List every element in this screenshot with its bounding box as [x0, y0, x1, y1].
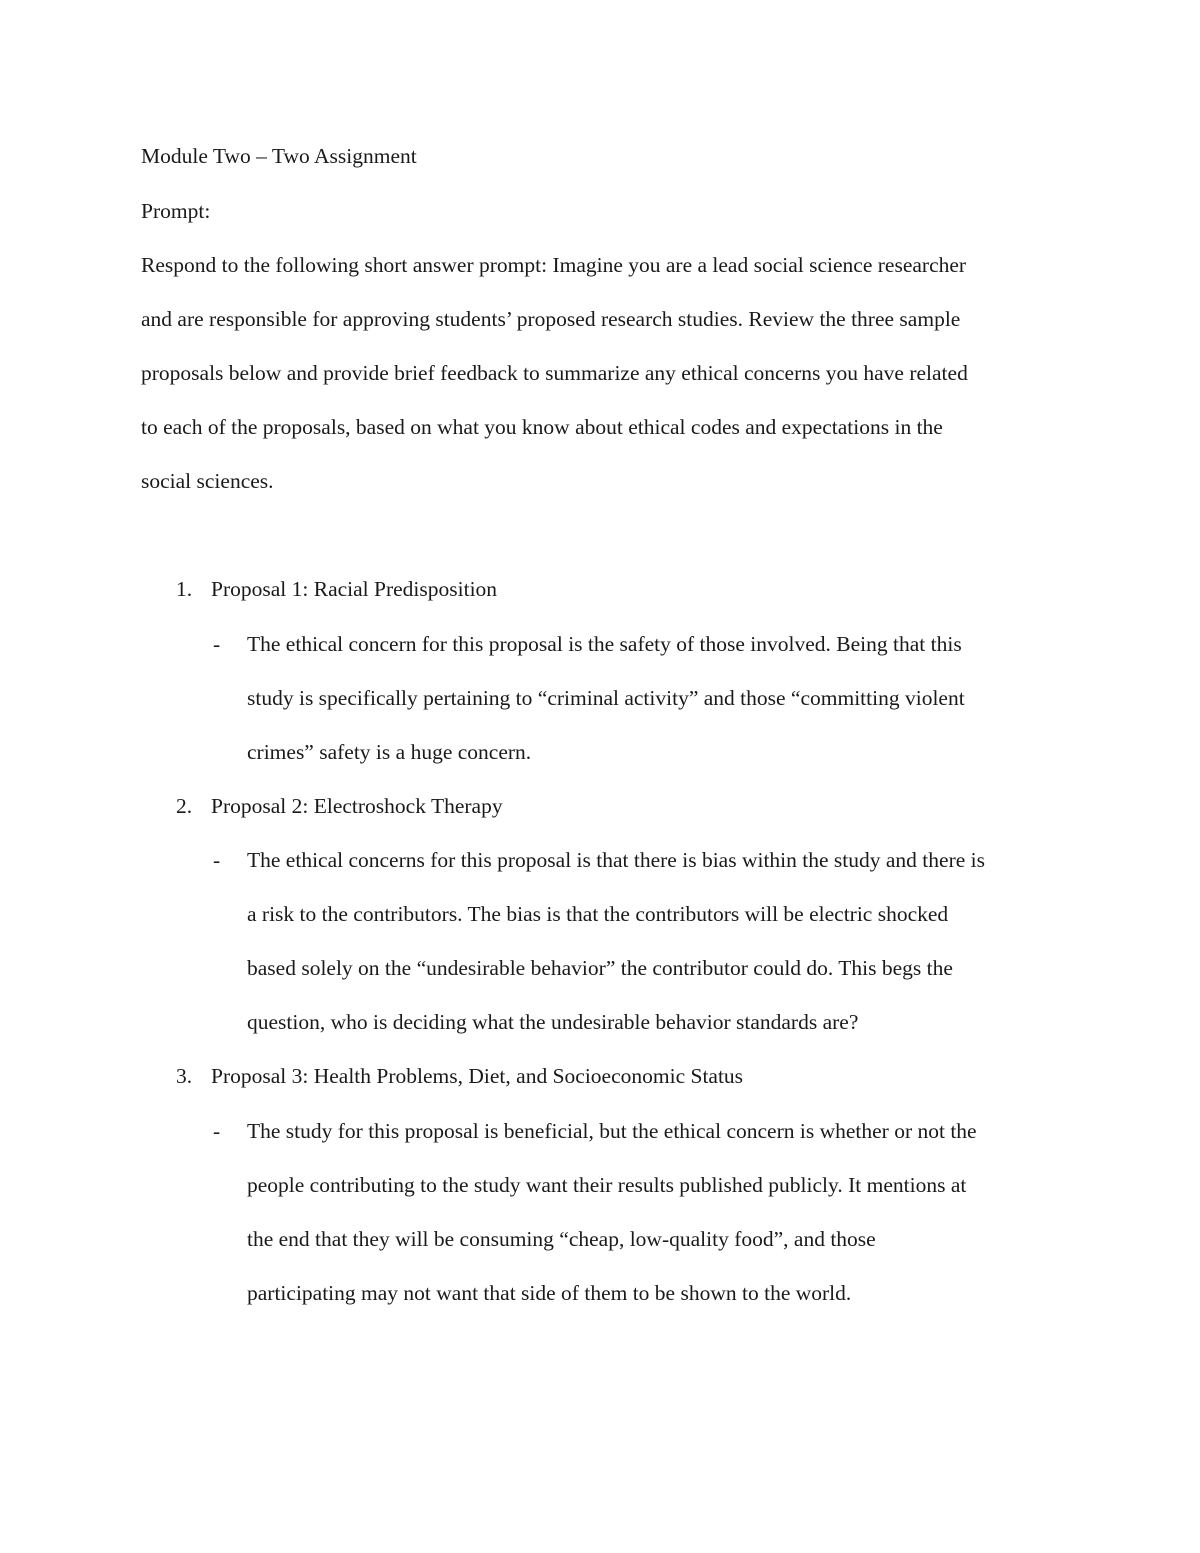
response-line: question, who is deciding what the undesirable behavior standards are? — [247, 1010, 859, 1034]
list-item-number: 3. — [176, 1064, 193, 1088]
response-line: The study for this proposal is beneficial, but the ethical concern is whether or not the — [247, 1119, 977, 1143]
response-line: study is specifically pertaining to “criminal activity” and those “committing violent — [247, 686, 965, 710]
response-line: The ethical concern for this proposal is the safety of those involved. Being that this — [247, 632, 962, 656]
document-title: Module Two – Two Assignment — [141, 144, 417, 168]
list-item-number: 2. — [176, 794, 193, 818]
response-line: the end that they will be consuming “cheap, low-quality food”, and those — [247, 1227, 876, 1251]
bullet-dash: - — [213, 848, 221, 872]
prompt-text-line: Respond to the following short answer prompt: Imagine you are a lead social science researcher — [141, 253, 967, 277]
list-item-number: 1. — [176, 577, 193, 601]
list-item-title: Proposal 2: Electroshock Therapy — [211, 794, 503, 818]
response-line: crimes” safety is a huge concern. — [247, 740, 532, 764]
response-line: participating may not want that side of them to be shown to the world. — [247, 1281, 852, 1305]
response-line: a risk to the contributors. The bias is that the contributors will be electric shocked — [247, 902, 949, 926]
prompt-text-line: social sciences. — [141, 469, 274, 493]
bullet-dash: - — [213, 1119, 221, 1143]
response-line: based solely on the “undesirable behavior” the contributor could do. This begs the — [247, 956, 953, 980]
prompt-text-line: to each of the proposals, based on what you know about ethical codes and expectations in the — [141, 415, 943, 439]
bullet-dash: - — [213, 632, 221, 656]
list-item-title: Proposal 1: Racial Predisposition — [211, 577, 498, 601]
prompt-label: Prompt: — [141, 199, 211, 223]
prompt-text-line: proposals below and provide brief feedback to summarize any ethical concerns you have related — [141, 361, 968, 385]
response-line: The ethical concerns for this proposal is that there is bias within the study and there is — [247, 848, 985, 872]
list-item-title: Proposal 3: Health Problems, Diet, and Socioeconomic Status — [211, 1064, 744, 1088]
response-line: people contributing to the study want their results published publicly. It mentions at — [247, 1173, 967, 1197]
prompt-text-line: and are responsible for approving students’ proposed research studies. Review the three sample — [141, 307, 961, 331]
